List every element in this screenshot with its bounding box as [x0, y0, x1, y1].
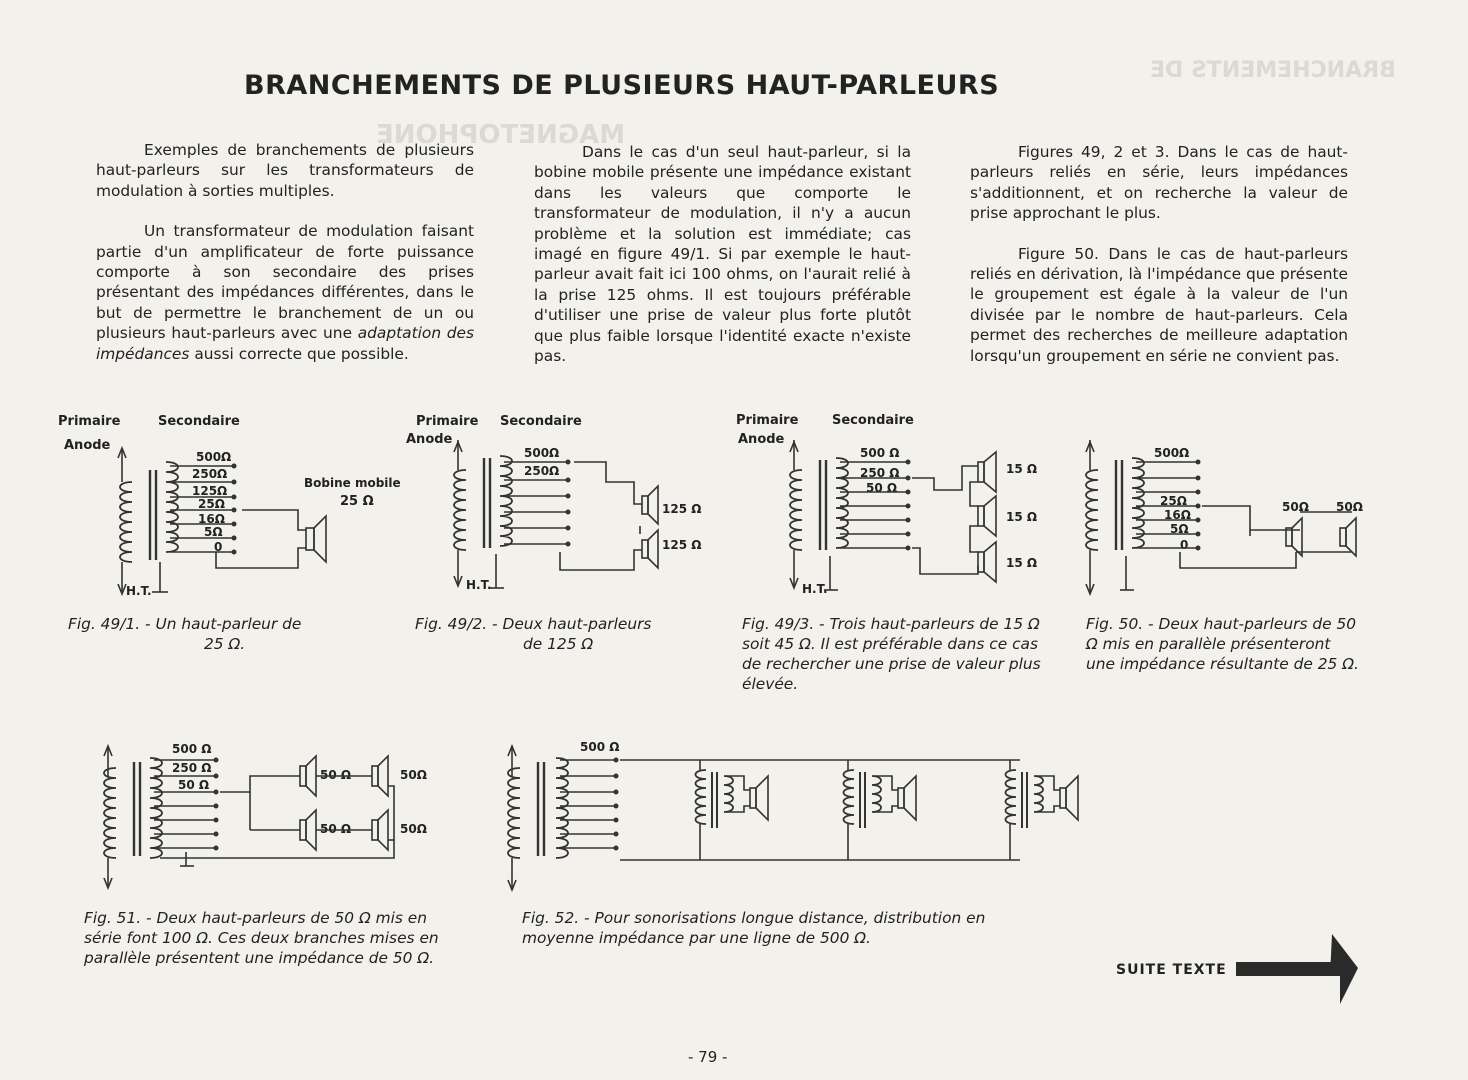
fig49-1-tap-label: 500Ω [196, 450, 232, 464]
fig51-tap-label: 250 Ω [172, 761, 212, 775]
fig49-1-speaker-label: 25 Ω [340, 494, 374, 509]
fig50-caption: Fig. 50. - Deux haut-parleurs de 50 Ω mis en parallèle présenteront une impédance résultante de 25 Ω. [1086, 615, 1359, 673]
fig49-1-caption [68, 614, 368, 654]
suite-texte-label: SUITE TEXTE [1116, 962, 1227, 978]
transformer-text-b: aussi correcte que possible. [189, 344, 409, 363]
right-column [970, 142, 1348, 386]
fig49-3-tap-label: 500 Ω [860, 446, 900, 460]
fig49-3-primaire-label: Primaire [736, 413, 799, 428]
series-paragraph: Figures 49, 2 et 3. Dans le cas de haut-parleurs reliés en série, leurs impédances s'additionnent, et on recherche la valeur de prise approchant le plus. [970, 143, 1348, 223]
fig52-caption: Fig. 52. - Pour sonorisations longue distance, distribution en moyenne impédance par une ligne de 500 Ω. [522, 909, 986, 947]
fig49-2-caption-line1: Fig. 49/2. - Deux haut-parleurs [415, 615, 652, 633]
intro-paragraph: Exemples de branchements de plusieurs haut-parleurs sur les transformateurs de modulation à sorties multiples. [96, 141, 474, 200]
fig52-tap-label: 500 Ω [580, 740, 620, 754]
bleed-through-heading-center: MAGNETOPHONE [376, 120, 626, 150]
fig49-2-speaker-label: 125 Ω [662, 538, 702, 552]
fig49-1-ht-label: H.T. [126, 584, 152, 598]
fig50-zero-label: 0 [1180, 538, 1189, 552]
fig49-3-anode-label: Anode [738, 432, 785, 447]
transformer-paragraph [96, 221, 474, 364]
fig51-tap-label: 500 Ω [172, 742, 212, 756]
fig49-1-primaire-label: Primaire [58, 414, 121, 429]
fig50-speaker-label: 50Ω [1336, 500, 1363, 514]
fig50-tap-label: 500Ω [1154, 446, 1190, 460]
fig50-tap-label: 5Ω [1170, 522, 1189, 536]
fig49-1-tap-label: 5Ω [204, 525, 223, 539]
fig51-tap-label: 50 Ω [178, 778, 210, 792]
fig49-1-caption-line2: 25 Ω. [204, 635, 246, 653]
fig49-2-primaire-label: Primaire [416, 414, 479, 429]
fig49-2-secondaire-label: Secondaire [500, 414, 582, 429]
fig51-speaker-label: 50 Ω [320, 822, 352, 836]
fig49-1-tap-label: 250Ω [192, 467, 228, 481]
fig52-station [844, 760, 917, 860]
fig49-2-anode-label: Anode [406, 432, 453, 447]
fig52-station [696, 760, 769, 860]
fig49-2-caption-line2: de 125 Ω [523, 635, 594, 653]
fig49-1-tap-label: 16Ω [198, 512, 225, 526]
fig50-tap-label: 25Ω [1160, 494, 1187, 508]
page-number: - 79 - [688, 1048, 728, 1066]
fig49-1-secondaire-label: Secondaire [158, 414, 240, 429]
continue-arrow-icon [0, 0, 1, 1]
fig49-3-caption: Fig. 49/3. - Trois haut-parleurs de 15 Ω soit 45 Ω. Il est préférable dans ce cas de rechercher une prise de valeur plus élevée. [742, 615, 1041, 693]
transformer-emphasis: adaptation des impédances [96, 324, 474, 363]
fig49-1-anode-label: Anode [64, 438, 111, 453]
fig49-2-tap-label: 250Ω [524, 464, 560, 478]
fig51-caption: Fig. 51. - Deux haut-parleurs de 50 Ω mis en série font 100 Ω. Ces deux branches mises en parallèle présentent une impédance de 50 Ω. [84, 909, 439, 967]
fig49-1-zero-label: 0 [214, 540, 223, 554]
fig49-2-speaker-label: 125 Ω [662, 502, 702, 516]
fig49-3-ht-label: H.T. [802, 582, 828, 596]
fig49-2-caption [415, 614, 715, 654]
fig49-3-tap-label: 50 Ω [866, 481, 898, 495]
fig52-station [1006, 760, 1079, 860]
fig51-speaker-label: 50 Ω [320, 768, 352, 782]
fig49-1-tap-label: 125Ω [192, 484, 228, 498]
fig49-3-speaker-label: 15 Ω [1006, 462, 1038, 476]
middle-column [534, 142, 911, 386]
fig49-2-tap-label: 500Ω [524, 446, 560, 460]
fig49-1-tap-label: 25Ω [198, 497, 225, 511]
transformer-text-a: Un transformateur de modulation faisant partie d'un amplificateur de forte puissance comporte à son secondaire des prises présentant des impédances différentes, dans le but de permettre le branchement de un ou plusieurs haut-parleurs avec une [96, 222, 474, 343]
fig49-3-speaker-label: 15 Ω [1006, 556, 1038, 570]
fig49-1-bobine-label: Bobine mobile [304, 476, 401, 490]
single-speaker-paragraph: Dans le cas d'un seul haut-parleur, si la bobine mobile présente une impédance existant dans les valeurs que comporte le transformateur de modulation, il n'y a aucun problème et la solution est immédiate; cas imagé en figure 49/1. Si par exemple le haut-parleur avait fait ici 100 ohms, on l'aurait relié à la prise 125 ohms. Il est toujours préférable d'utiliser une prise de valeur plus forte plutôt que plus faible lorsque l'identité exacte n'existe pas. [534, 143, 911, 366]
fig49-1-caption-line1: Fig. 49/1. - Un haut-parleur de [68, 615, 302, 633]
fig49-3-speaker-label: 15 Ω [1006, 510, 1038, 524]
fig51-speaker-label: 50Ω [400, 822, 427, 836]
parallel-paragraph: Figure 50. Dans le cas de haut-parleurs reliés en dérivation, là l'impédance que présente le groupement est égale à la valeur de l'un divisée par le nombre de haut-parleurs. Cela permet des recherches de meilleure adaptation lorsqu'un groupement en série ne convient pas. [970, 244, 1348, 365]
fig49-2-ht-label: H.T. [466, 578, 492, 592]
left-column [96, 140, 474, 384]
page-title: BRANCHEMENTS DE PLUSIEURS HAUT-PARLEURS [244, 70, 1000, 101]
fig50-tap-label: 16Ω [1164, 508, 1191, 522]
fig51-speaker-label: 50Ω [400, 768, 427, 782]
bleed-through-heading: BRANCHEMENTS DE [1150, 58, 1396, 83]
fig49-3-tap-label: 250 Ω [860, 466, 900, 480]
fig50-speaker-label: 50Ω [1282, 500, 1309, 514]
fig49-3-secondaire-label: Secondaire [832, 413, 914, 428]
